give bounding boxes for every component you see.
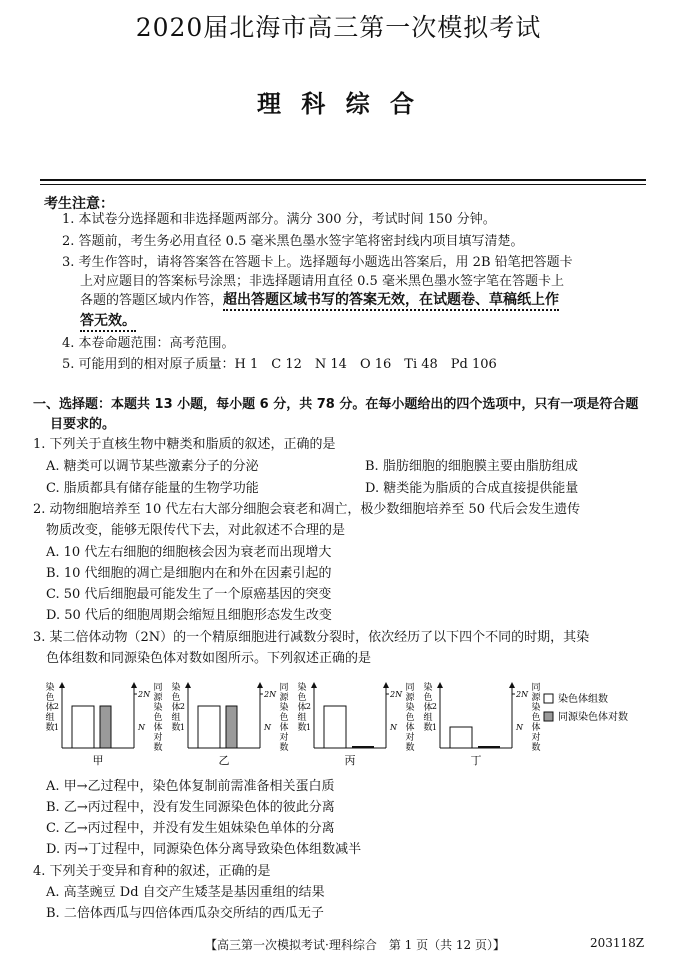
q4-option-b: B. 二倍体西瓜与四倍体西瓜杂交所结的西瓜无子 bbox=[46, 906, 324, 921]
right-axis-label-char: 染 bbox=[279, 703, 289, 713]
right-axis-label-char: 对 bbox=[531, 733, 541, 743]
left-tick-2: 2 bbox=[305, 702, 311, 711]
bar-chromosome-sets bbox=[324, 706, 346, 748]
left-axis-label-char: 组 bbox=[45, 713, 55, 723]
notice-item-2: 2. 答题前，考生务必用直径 0.5 毫米黑色墨水签字笔将密封线内项目填写清楚。 bbox=[62, 234, 524, 249]
left-axis-label-char: 数 bbox=[297, 723, 307, 733]
section-heading: 一、选择题：本题共 13 小题，每小题 6 分，共 78 分。在每小题给出的四个选项中，只有一项是符合题 bbox=[33, 397, 639, 412]
right-tick-n: N bbox=[516, 723, 523, 732]
right-tick-2n: 2N bbox=[138, 690, 151, 699]
notice-emphasis-1: 超出答题区域书写的答案无效，在试题卷、草稿纸上作 bbox=[223, 292, 559, 311]
bar-chromosome-sets bbox=[198, 706, 220, 748]
notice-title: 考生注意： bbox=[44, 196, 114, 212]
q3-option-c: C. 乙→丙过程中，并没有发生姐妹染色单体的分离 bbox=[46, 821, 335, 836]
right-axis-label-char: 染 bbox=[405, 703, 415, 713]
q4-option-a: A. 高茎豌豆 Dd 自交产生矮茎是基因重组的结果 bbox=[46, 885, 325, 900]
bar-chromosome-sets bbox=[72, 706, 94, 748]
right-axis-label-char: 同 bbox=[279, 683, 289, 693]
right-axis-label-char: 同 bbox=[153, 683, 163, 693]
bar-chromosome-sets bbox=[450, 727, 472, 748]
right-tick-2n: 2N bbox=[516, 690, 529, 699]
right-axis-label-char: 对 bbox=[153, 733, 163, 743]
q1-stem: 1. 下列关于直核生物中糖类和脂质的叙述，正确的是 bbox=[33, 437, 336, 452]
right-axis-label-char: 同 bbox=[405, 683, 415, 693]
right-axis-label-char: 色 bbox=[531, 713, 541, 723]
left-tick-2: 2 bbox=[431, 702, 437, 711]
q3-stem-cont: 色体组数和同源染色体对数如图所示。下列叙述正确的是 bbox=[46, 651, 372, 666]
bar-homologous-pairs bbox=[226, 706, 237, 748]
left-axis-arrow bbox=[311, 682, 317, 688]
right-axis-label-char: 源 bbox=[531, 693, 541, 703]
q3-option-a: A. 甲→乙过程中，染色体复制前需准备相关蛋白质 bbox=[46, 779, 335, 794]
left-axis-label-char: 染 bbox=[423, 683, 433, 693]
left-axis-label-char: 数 bbox=[423, 723, 433, 733]
paper-code: 203118Z bbox=[590, 936, 645, 950]
q2-stem: 2. 动物细胞培养至 10 代左右大部分细胞会衰老和凋亡，极少数细胞培养至 50 代后会发生遗传 bbox=[33, 502, 581, 517]
right-axis-label-char: 源 bbox=[153, 693, 163, 703]
legend-label-pairs: 同源染色体对数 bbox=[558, 712, 628, 723]
right-axis-label-char: 数 bbox=[405, 743, 415, 753]
top-rule bbox=[40, 179, 646, 181]
left-axis-label-char: 体 bbox=[423, 703, 433, 713]
left-axis-label-char: 组 bbox=[423, 713, 433, 723]
q3-option-b: B. 乙→丙过程中，没有发生同源染色体的彼此分离 bbox=[46, 800, 335, 815]
right-axis-label-char: 体 bbox=[531, 723, 541, 733]
left-tick-2: 2 bbox=[179, 702, 185, 711]
left-axis-label-char: 色 bbox=[171, 693, 181, 703]
left-axis-label-char: 染 bbox=[171, 683, 181, 693]
notice-item-3-text: 各题的答题区域内作答， bbox=[80, 293, 224, 308]
q2-option-b: B. 10 代细胞的凋亡是细胞内在和外在因素引起的 bbox=[46, 566, 332, 581]
page-footer: 【高三第一次模拟考试·理科综合 第 1 页（共 12 页）】 bbox=[205, 938, 505, 952]
bar-homologous-pairs bbox=[100, 706, 111, 748]
q4-stem: 4. 下列关于变异和育种的叙述，正确的是 bbox=[33, 864, 271, 879]
right-axis-label-char: 体 bbox=[153, 723, 163, 733]
right-tick-2n: 2N bbox=[264, 690, 277, 699]
right-axis-label-char: 对 bbox=[279, 733, 289, 743]
q1-option-b: B. 脂肪细胞的细胞膜主要由脂肪组成 bbox=[365, 459, 578, 474]
section-heading-cont: 目要求的。 bbox=[50, 417, 116, 432]
panel-label: 乙 bbox=[218, 754, 230, 767]
subject-title: 理 科 综 合 bbox=[256, 90, 421, 118]
panel-label: 丙 bbox=[344, 754, 356, 767]
left-axis-label-char: 色 bbox=[297, 693, 307, 703]
legend-label-sets: 染色体组数 bbox=[558, 694, 608, 705]
q2-option-d: D. 50 代后的细胞周期会缩短且细胞形态发生改变 bbox=[46, 608, 332, 623]
right-axis-label-char: 对 bbox=[405, 733, 415, 743]
right-axis-label-char: 染 bbox=[153, 703, 163, 713]
q3-option-d: D. 丙→丁过程中，同源染色体分离导致染色体组数减半 bbox=[46, 842, 362, 857]
left-axis-arrow bbox=[59, 682, 65, 688]
legend-swatch-sets bbox=[544, 694, 553, 703]
right-tick-n: N bbox=[390, 723, 397, 732]
right-axis-label-char: 数 bbox=[279, 743, 289, 753]
right-tick-2n: 2N bbox=[390, 690, 403, 699]
right-axis-label-char: 数 bbox=[153, 743, 163, 753]
q1-option-c: C. 脂质都具有储存能量的生物学功能 bbox=[46, 481, 259, 496]
left-tick-1: 1 bbox=[53, 723, 59, 732]
chromosome-figure bbox=[40, 676, 670, 768]
notice-emphasis-2: 答无效。 bbox=[80, 313, 136, 332]
left-axis-label-char: 色 bbox=[45, 693, 55, 703]
right-axis-label-char: 源 bbox=[279, 693, 289, 703]
right-axis-arrow bbox=[257, 682, 263, 688]
notice-item-3-cont2 bbox=[80, 292, 559, 309]
left-axis-label-char: 组 bbox=[171, 713, 181, 723]
right-tick-n: N bbox=[138, 723, 145, 732]
left-axis-label-char: 数 bbox=[171, 723, 181, 733]
left-tick-1: 1 bbox=[431, 723, 437, 732]
left-tick-1: 1 bbox=[179, 723, 185, 732]
notice-emphasis-line bbox=[80, 313, 136, 330]
right-axis-label-char: 数 bbox=[531, 743, 541, 753]
exam-title: 2020届北海市高三第一次模拟考试 bbox=[135, 13, 542, 42]
right-axis-label-char: 色 bbox=[279, 713, 289, 723]
right-axis-arrow bbox=[131, 682, 137, 688]
left-axis-label-char: 组 bbox=[297, 713, 307, 723]
notice-item-4: 4. 本卷命题范围：高考范围。 bbox=[62, 336, 235, 351]
left-axis-arrow bbox=[185, 682, 191, 688]
left-tick-1: 1 bbox=[305, 723, 311, 732]
right-axis-label-char: 染 bbox=[531, 703, 541, 713]
left-axis-label-char: 染 bbox=[45, 683, 55, 693]
right-axis-label-char: 体 bbox=[279, 723, 289, 733]
left-axis-label-char: 色 bbox=[423, 693, 433, 703]
q1-option-d: D. 糖类能为脂质的合成直接提供能量 bbox=[365, 481, 579, 496]
q1-option-a: A. 糖类可以调节某些激素分子的分泌 bbox=[46, 459, 259, 474]
left-tick-2: 2 bbox=[53, 702, 59, 711]
right-axis-label-char: 体 bbox=[405, 723, 415, 733]
left-axis-label-char: 体 bbox=[297, 703, 307, 713]
legend-swatch-pairs bbox=[544, 712, 553, 721]
q3-stem: 3. 某二倍体动物（2N）的一个精原细胞进行减数分裂时，依次经历了以下四个不同的时期，其染 bbox=[33, 630, 590, 645]
q2-option-a: A. 10 代左右细胞的细胞核会因为衰老而出现增大 bbox=[46, 545, 332, 560]
left-axis-label-char: 染 bbox=[297, 683, 307, 693]
left-axis-label-char: 体 bbox=[171, 703, 181, 713]
left-axis-arrow bbox=[437, 682, 443, 688]
right-axis-label-char: 源 bbox=[405, 693, 415, 703]
notice-item-3: 3. 考生作答时，请将答案答在答题卡上。选择题每小题选出答案后，用 2B 铅笔把答题卡 bbox=[62, 255, 573, 270]
notice-item-3-cont: 上对应题目的答案标号涂黑；非选择题请用直径 0.5 毫米黑色墨水签字笔在答题卡上 bbox=[80, 274, 564, 289]
right-axis-label-char: 同 bbox=[531, 683, 541, 693]
q2-option-c: C. 50 代后细胞最可能发生了一个原癌基因的突变 bbox=[46, 587, 332, 602]
notice-item-1: 1. 本试卷分选择题和非选择题两部分。满分 300 分，考试时间 150 分钟。 bbox=[62, 212, 496, 227]
panel-label: 丁 bbox=[470, 754, 482, 767]
right-tick-n: N bbox=[264, 723, 271, 732]
left-axis-label-char: 数 bbox=[45, 723, 55, 733]
right-axis-label-char: 色 bbox=[405, 713, 415, 723]
top-rule-thin bbox=[40, 184, 646, 185]
right-axis-arrow bbox=[509, 682, 515, 688]
q2-stem-cont: 物质改变，能够无限传代下去，对此叙述不合理的是 bbox=[46, 523, 346, 538]
panel-label: 甲 bbox=[92, 754, 104, 767]
right-axis-arrow bbox=[383, 682, 389, 688]
notice-item-5: 5. 可能用到的相对原子质量：H 1 C 12 N 14 O 16 Ti 48 Pd 106 bbox=[62, 357, 497, 372]
left-axis-label-char: 体 bbox=[45, 703, 55, 713]
chromosome-charts-svg bbox=[40, 676, 670, 768]
right-axis-label-char: 色 bbox=[153, 713, 163, 723]
